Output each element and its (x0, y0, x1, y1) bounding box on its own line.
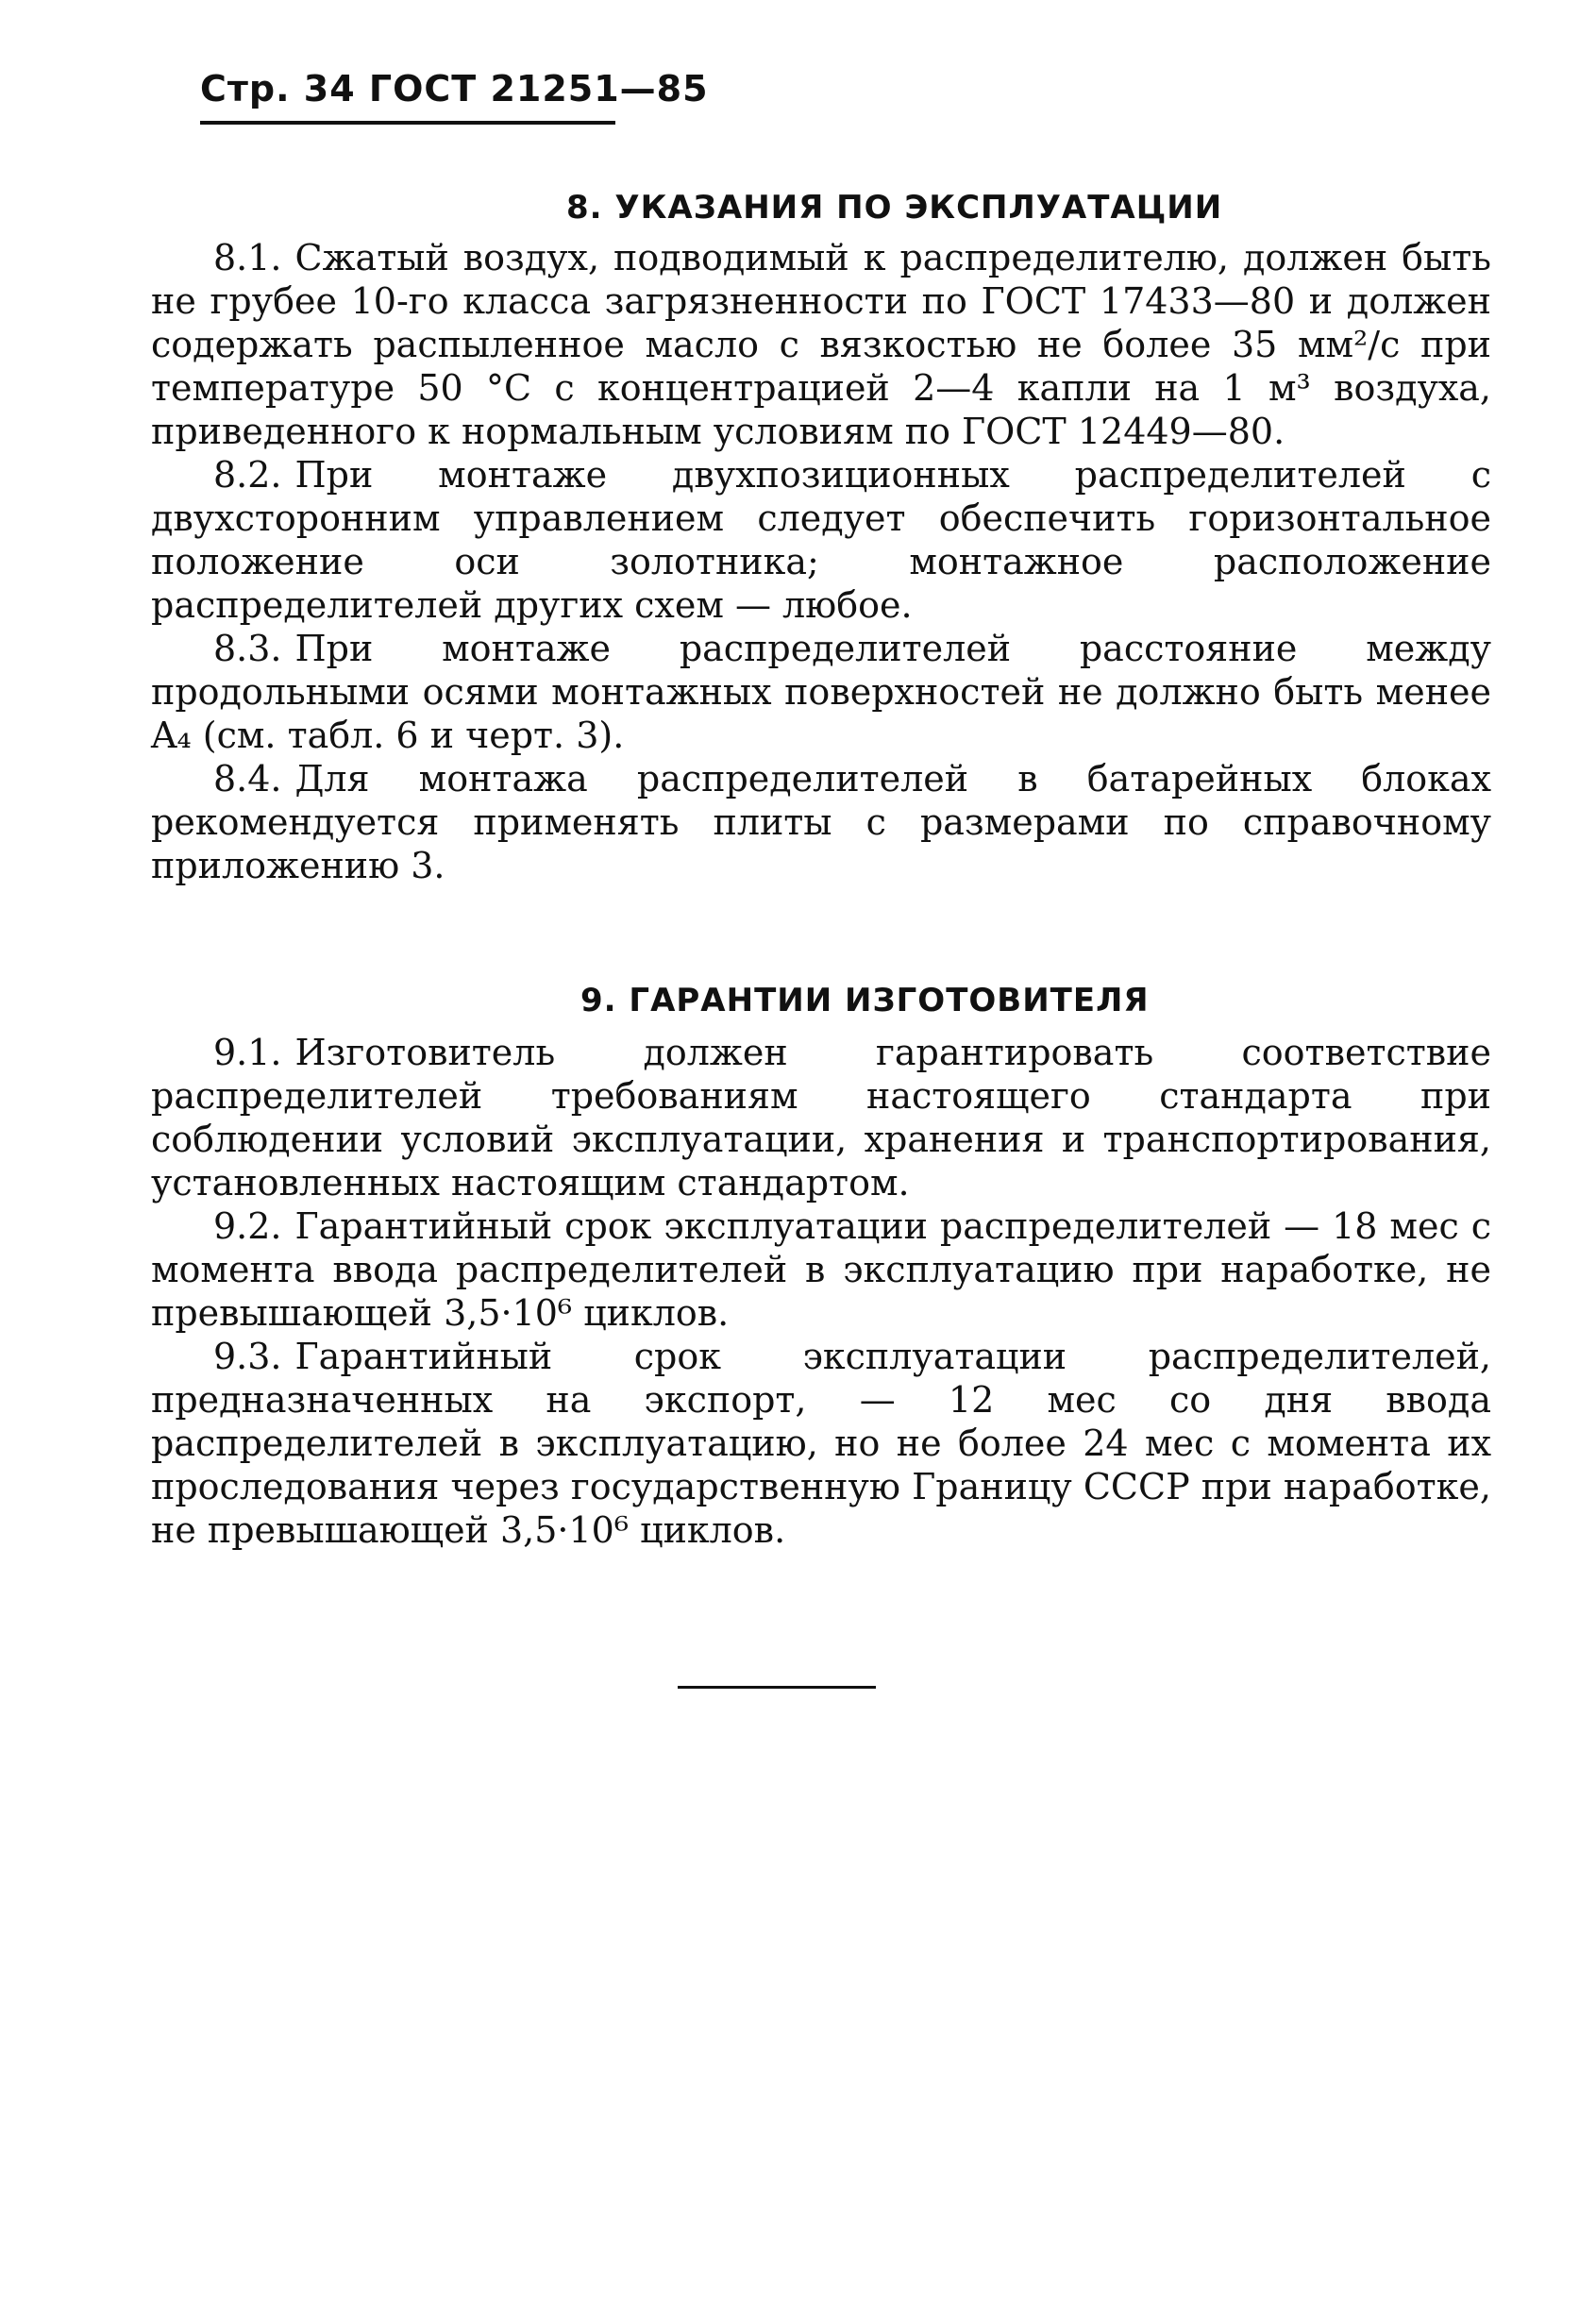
paragraph-text: Изготовитель должен гарантировать соответствие распределителей требованиям настоящего стандарта при соблюдении условий эксплуатации, хранения и транспортирования, установленных настоящим стандартом. (151, 1032, 1491, 1204)
paragraph-8-1 (151, 236, 1491, 453)
header-rule (200, 121, 615, 125)
paragraph-number: 8.4. (213, 758, 282, 800)
paragraph-number: 8.1. (213, 237, 282, 278)
section-8-heading: 8. УКАЗАНИЯ ПО ЭКСПЛУАТАЦИИ (566, 189, 1223, 227)
paragraph-8-3 (151, 627, 1491, 757)
paragraph-8-4 (151, 757, 1491, 887)
paragraph-number: 9.2. (213, 1205, 282, 1247)
paragraph-9-3 (151, 1335, 1491, 1552)
paragraph-9-1 (151, 1031, 1491, 1204)
paragraph-number: 8.2. (213, 454, 282, 496)
paragraph-8-2 (151, 453, 1491, 627)
paragraph-text: Для монтажа распределителей в батарейных блоках рекомендуется применять плиты с размерами по справочному приложению 3. (151, 758, 1491, 886)
paragraph-number: 9.1. (213, 1032, 282, 1073)
section-9-body (151, 1031, 1491, 1552)
paragraph-number: 8.3. (213, 628, 282, 669)
paragraph-text: Гарантийный срок эксплуатации распределителей — 18 мес с момента ввода распределителей в эксплуатацию при наработке, не превышающей 3,5·10⁶ циклов. (151, 1205, 1491, 1334)
paragraph-text: Гарантийный срок эксплуатации распределителей, предназначенных на экспорт, — 12 мес со дня ввода распределителей в эксплуатацию, но не более 24 мес с момента их проследования через государственную Границу СССР при наработке, не превышающей 3,5·10⁶ циклов. (151, 1336, 1491, 1551)
paragraph-9-2 (151, 1204, 1491, 1335)
paragraph-text: Сжатый воздух, подводимый к распределителю, должен быть не грубее 10-го класса загрязненности по ГОСТ 17433—80 и должен содержать распыленное масло с вязкостью не более 35 мм²/с при температуре 50 °С с концентрацией 2—4 капли на 1 м³ воздуха, приведенного к нормальным условиям по ГОСТ 12449—80. (151, 237, 1491, 452)
section-8-body (151, 236, 1491, 887)
section-9-heading: 9. ГАРАНТИИ ИЗГОТОВИТЕЛЯ (580, 982, 1150, 1019)
paragraph-text: При монтаже распределителей расстояние между продольными осями монтажных поверхностей не должно быть менее A₄ (см. табл. 6 и черт. 3). (151, 628, 1491, 756)
paragraph-text: При монтаже двухпозиционных распределителей с двухсторонним управлением следует обеспечить горизонтальное положение оси золотника; монтажное расположение распределителей других схем — любое. (151, 454, 1491, 626)
running-header: Стр. 34 ГОСТ 21251—85 (200, 68, 709, 109)
paragraph-number: 9.3. (213, 1336, 282, 1377)
closing-rule (678, 1686, 876, 1689)
